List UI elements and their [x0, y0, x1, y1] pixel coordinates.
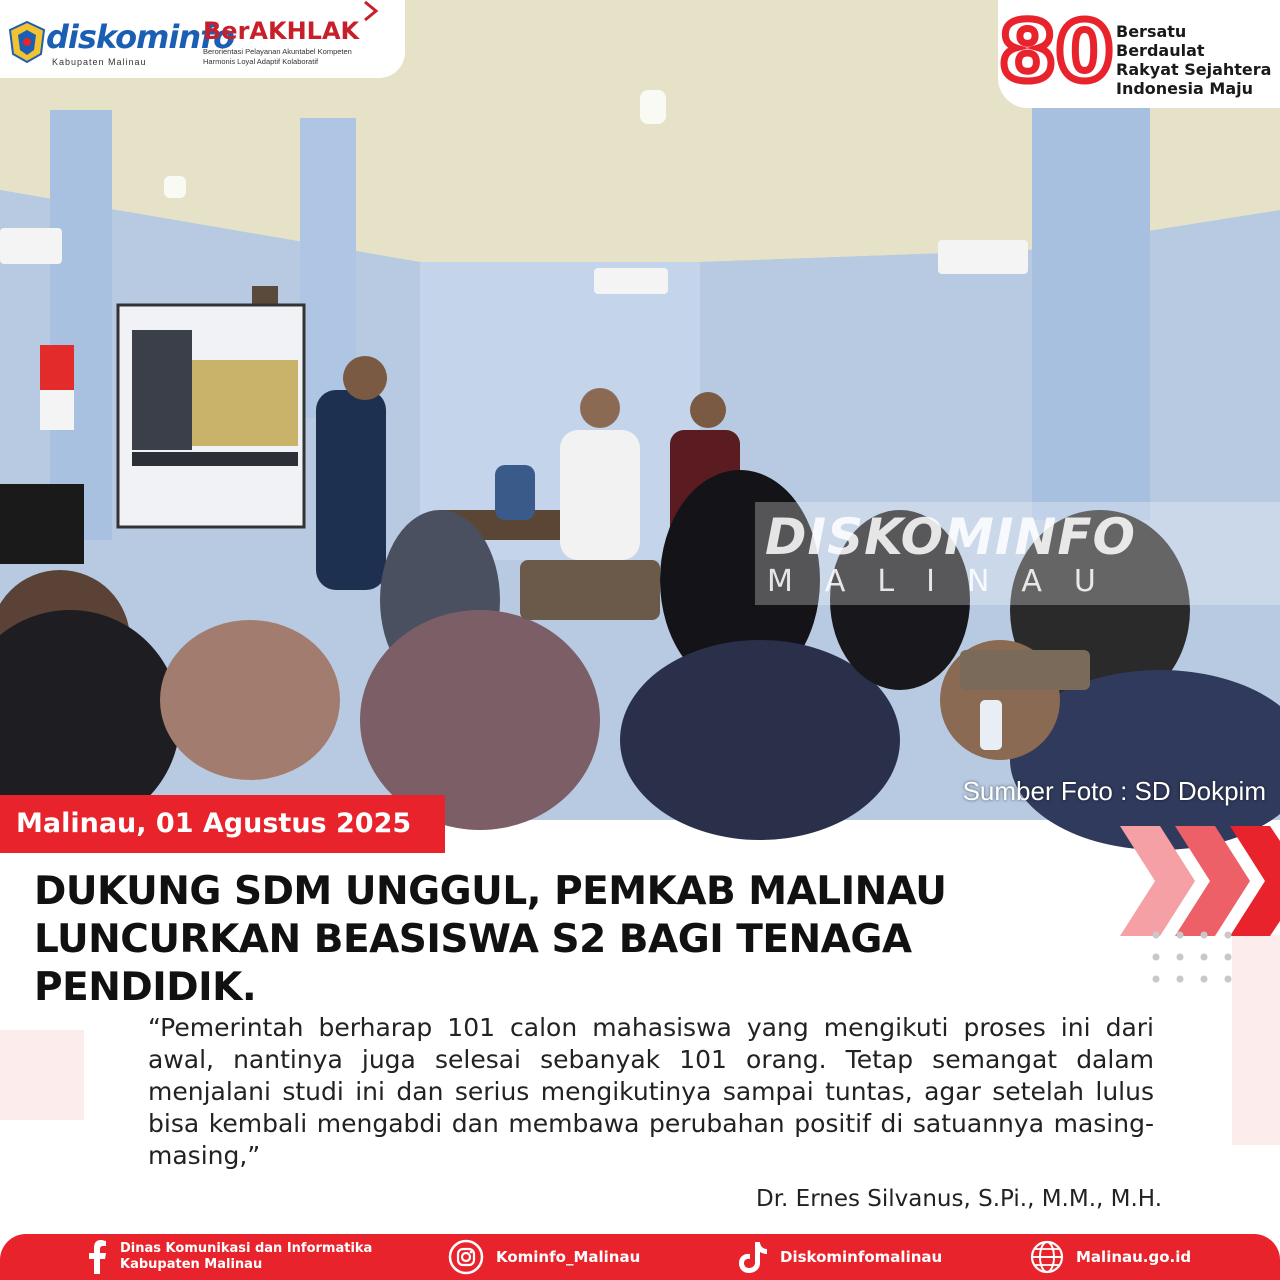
headline: [34, 868, 1034, 1012]
headline-line1: DUKUNG SDM UNGGUL, PEMKAB MALINAU: [34, 869, 947, 914]
globe-icon: [1030, 1240, 1064, 1274]
kabupaten-emblem-icon: [8, 20, 46, 64]
brand-subtitle: Kabupaten Malinau: [52, 57, 147, 67]
brand-name: diskominfo: [46, 18, 235, 56]
berakhlak-title: BerAKHLAK: [203, 17, 360, 45]
decor-dots: [1150, 905, 1260, 1015]
header-logo-panel: [0, 0, 405, 78]
footer-instagram[interactable]: [448, 1234, 640, 1280]
watermark-title: DISKOMINFO: [765, 508, 1137, 566]
tiktok-handle: Diskominfomalinau: [780, 1248, 943, 1266]
anniversary-number: 80: [998, 5, 1114, 100]
facebook-icon: [86, 1240, 108, 1274]
anniversary-slogan-line3: Indonesia Maju: [1116, 79, 1253, 98]
footer-bar: [0, 1234, 1280, 1280]
tiktok-icon: [738, 1240, 768, 1274]
instagram-icon: [448, 1239, 484, 1275]
anniversary-logo-panel: [998, 0, 1280, 108]
headline-line3: PENDIDIK.: [34, 965, 257, 1010]
quote-text: “Pemerintah berharap 101 calon mahasiswa yang mengikuti proses ini dari awal, nantinya juga selesai sebanyak 101 orang. Tetap semangat dalam menjalani studi ini dan serius mengikutinya sampai tuntas, agar setelah lulus bisa kembali mengabdi dan membawa perubahan positif di satuannya masing-masing,”: [148, 1013, 1154, 1170]
facebook-label: [120, 1241, 372, 1273]
anniversary-slogan: [1116, 22, 1280, 98]
footer-facebook[interactable]: [86, 1234, 372, 1280]
footer-website[interactable]: [1030, 1234, 1191, 1280]
anniversary-slogan-line2: Rakyat Sejahtera: [1116, 60, 1272, 79]
berakhlak-values-line1: Berorientasi Pelayanan Akuntabel Kompeten: [203, 47, 352, 56]
berakhlak-values-line2: Harmonis Loyal Adaptif Kolaboratif: [203, 57, 319, 66]
facebook-label-line2: Kabupaten Malinau: [120, 1257, 263, 1272]
anniversary-slogan-line1: Bersatu Berdaulat: [1116, 22, 1205, 60]
anniversary-80-logo: [998, 5, 1114, 100]
instagram-handle: Kominfo_Malinau: [496, 1248, 641, 1266]
quote-speaker: Dr. Ernes Silvanus, S.Pi., M.M., M.H.: [755, 1186, 1162, 1212]
date-badge: Malinau, 01 Agustus 2025: [0, 795, 445, 853]
watermark: [755, 502, 1280, 605]
photo-credit: Sumber Foto : SD Dokpim: [962, 776, 1266, 806]
facebook-label-line1: Dinas Komunikasi dan Informatika: [120, 1241, 373, 1256]
footer-tiktok[interactable]: [738, 1234, 942, 1280]
decor-block-left: [0, 1030, 84, 1120]
website-url: Malinau.go.id: [1076, 1248, 1192, 1266]
chevron-right-icon: [362, 0, 380, 22]
berakhlak-values: [203, 47, 403, 67]
watermark-subtitle: MALINAU: [767, 564, 1128, 599]
headline-line2: LUNCURKAN BEASISWA S2 BAGI TENAGA: [34, 917, 912, 962]
